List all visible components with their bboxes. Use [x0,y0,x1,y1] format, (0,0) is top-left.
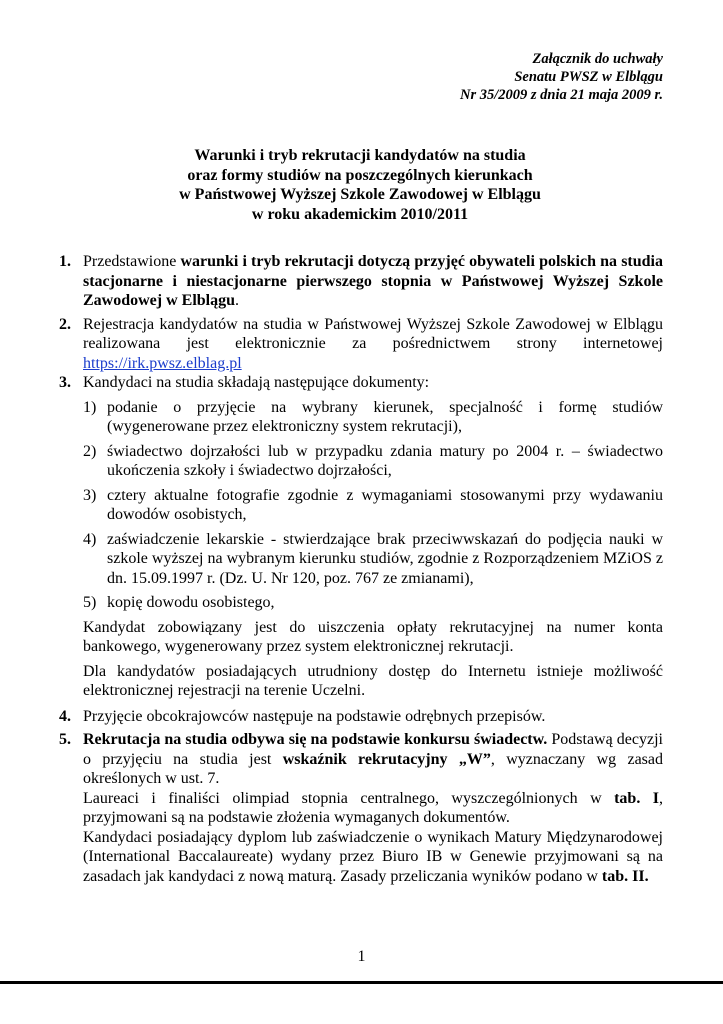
section-3 [59,373,663,393]
document-title [60,146,660,224]
fee-paragraph: Kandydat zobowiązany jest do uiszczenia opłaty rekrutacyjnej na numer konta bankowego, wygenerowany przez system elektronicznej rekrutacji. [83,618,663,655]
list-item-text: zaświadczenie lekarskie - stwierdzające brak przeciwwskazań do podjęcia nauki w szkole wyższej na wybranym kierunku studiów, zgodnie z Rozporządzeniem MZiOS z dn. 15.09.1997 r. (Dz. U. Nr 120, poz. 767 ze zmianami), [107,530,663,587]
header-line-2: Senatu PWSZ w Elblągu [514,69,663,85]
title-line-3: w Państwowej Wyższej Szkole Zawodowej w Elblągu [179,186,541,203]
list-item-number: 1) [83,398,97,416]
table-ref-2: tab. II. [601,867,649,885]
title-line-2: oraz formy studiów na poszczególnych kierunkach [187,166,533,184]
list-item-text: podanie o przyjęcie na wybrany kierunek, specjalność i formę studiów (wygenerowane przez elektroniczny system rekrutacji), [107,398,663,435]
document-body [59,252,663,886]
header-line-1: Załącznik do uchwały [532,51,663,67]
footer-divider [0,981,723,984]
section-4 [59,707,663,727]
on-site-registration-paragraph: Dla kandydatów posiadających utrudniony dostęp do Internetu istnieje możliwość elektronicznej rejestracji na terenie Uczelni. [83,662,663,699]
section-number: 1. [59,253,71,270]
table-ref-1: tab. I [614,789,660,807]
section-3-text: Kandydaci na studia składają następujące dokumenty: [83,374,430,391]
section-number: 5. [59,731,71,748]
section-5 [59,730,663,789]
section-2-text: Rejestracja kandydatów na studia w Państwowej Wyższej Szkole Zawodowej w Elblągu realizowana jest elektronicznie za pośrednictwem strony internetowej [83,315,663,352]
list-item [59,593,663,613]
attachment-header [263,50,663,104]
section-4-text: Przyjęcie obcokrajowców następuje na podstawie odrębnych przepisów. [83,707,546,725]
list-item-text: cztery aktualne fotografie zgodnie z wymaganiami stosowanymi przy wydawaniu dowodów osobistych, [107,486,663,523]
list-item-number: 5) [83,594,97,611]
title-line-1: Warunki i tryb rekrutacji kandydatów na studia [194,147,526,164]
list-item [59,398,663,437]
olympiad-paragraph [59,789,663,828]
section-1 [59,252,663,311]
list-item [59,486,663,525]
title-line-4: w roku akademickim 2010/2011 [251,205,469,223]
registration-link[interactable]: https://irk.pwsz.elblag.pl [83,354,242,372]
section-5-text-end: , wyznaczany wg zasad określonych w ust. 7. [83,750,663,787]
section-5-bold-lead: Rekrutacja na studia odbywa się na podstawie konkursu świadectw. [83,731,548,748]
section-1-end: . [235,292,240,309]
ib-paragraph [59,828,663,887]
section-1-intro: Przedstawione [83,253,181,270]
list-item-number: 2) [83,442,97,460]
olympiad-text-end: , przyjmowani są na podstawie złożenia wymaganych dokumentów. [83,789,664,826]
section-2 [59,315,663,374]
list-item [59,442,663,481]
list-item [59,530,663,589]
section-5-bold-term: wskaźnik rekrutacyjny „W” [282,750,491,768]
page-number: 1 [357,948,366,965]
section-1-bold-text: warunki i tryb rekrutacji dotyczą przyjęć obywateli polskich na studia stacjonarne i niestacjonarne pierwszego stopnia w Państwowej Wyższej Szkole Zawodowej w Elblągu [83,253,664,309]
section-number: 4. [59,707,71,725]
list-item-text: kopię dowodu osobistego, [107,594,275,611]
list-item-number: 3) [83,486,97,504]
header-line-3: Nr 35/2009 z dnia 21 maja 2009 r. [459,87,663,103]
section-5-text: Podstawą decyzji o przyjęciu na studia jest [83,731,663,768]
section-number: 2. [59,315,71,333]
olympiad-text: Laureaci i finaliści olimpiad stopnia centralnego, wyszczególnionych w [83,789,615,807]
list-item-number: 4) [83,530,97,548]
section-number: 3. [59,374,71,391]
list-item-text: świadectwo dojrzałości lub w przypadku zdania matury po 2004 r. – świadectwo ukończenia szkoły i świadectwo dojrzałości, [107,442,663,479]
ib-text: Kandydaci posiadający dyplom lub zaświadczenie o wynikach Matury Międzynarodowej (International Baccalaureate) wydany przez Biuro IB w Genewie przyjmowani są na zasadach jak kandydaci z nową maturą. Zasady przeliczania wyników podano w [83,828,663,885]
